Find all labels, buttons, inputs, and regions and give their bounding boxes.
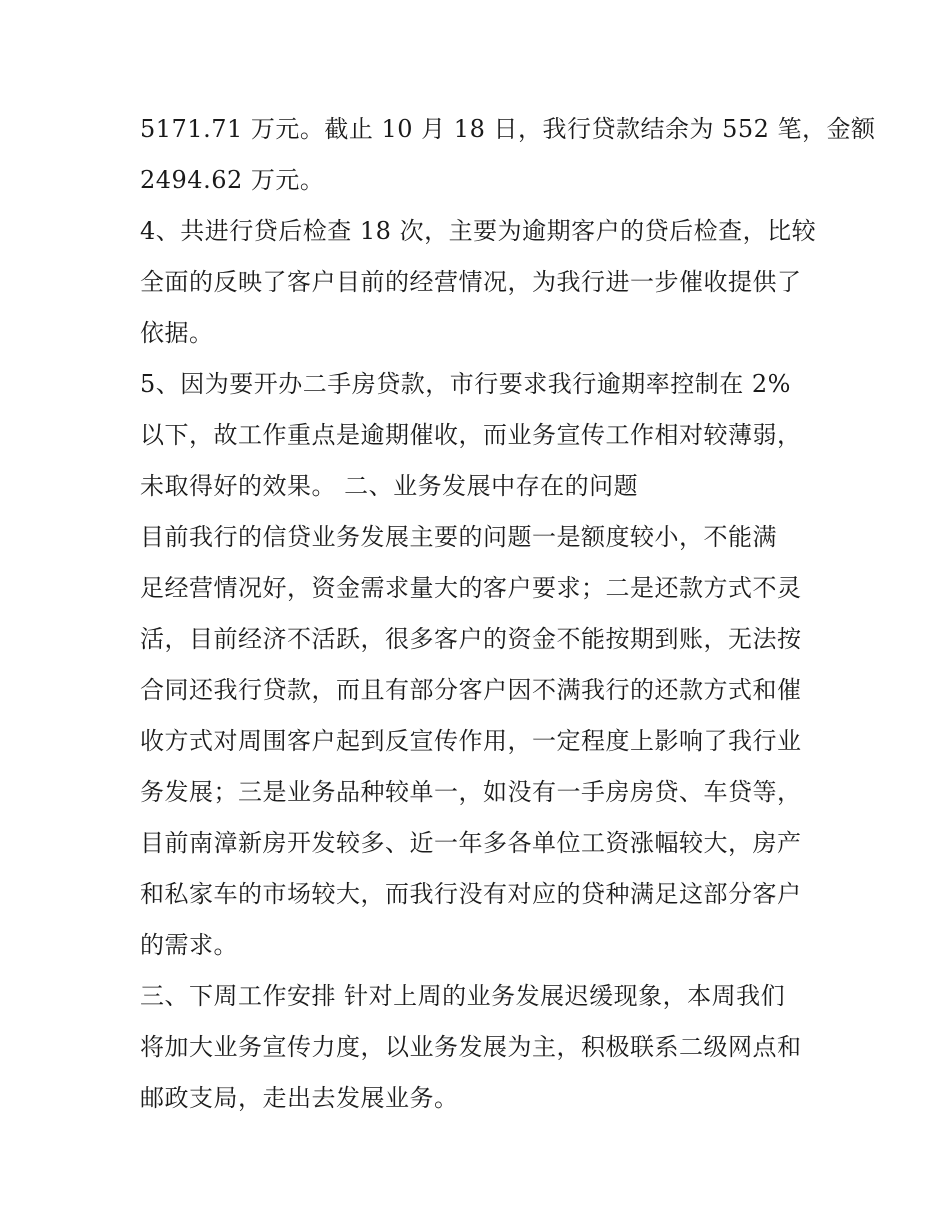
text-line: 2494.62 万元。 <box>140 166 325 194</box>
text-line: 将加大业务宣传力度，以业务发展为主，积极联系二级网点和 <box>140 1033 802 1061</box>
text-line: 4、共进行贷后检查 18 次，主要为逾期客户的贷后检查，比较 <box>140 217 817 245</box>
text-line: 和私家车的市场较大，而我行没有对应的贷种满足这部分客户 <box>140 880 802 908</box>
text-line: 依据。 <box>140 319 214 347</box>
text-line: 合同还我行贷款，而且有部分客户因不满我行的还款方式和催 <box>140 676 802 704</box>
text-line: 以下，故工作重点是逾期催收，而业务宣传工作相对较薄弱， <box>140 421 802 449</box>
text-line: 足经营情况好，资金需求量大的客户要求；二是还款方式不灵 <box>140 574 802 602</box>
text-line: 邮政支局，走出去发展业务。 <box>140 1084 459 1112</box>
text-line: 全面的反映了客户目前的经营情况，为我行进一步催收提供了 <box>140 268 802 296</box>
text-line: 5、因为要开办二手房贷款，市行要求我行逾期率控制在 2% <box>140 370 791 398</box>
text-line: 三、下周工作安排 针对上周的业务发展迟缓现象，本周我们 <box>140 982 786 1010</box>
text-line: 活，目前经济不活跃，很多客户的资金不能按期到账，无法按 <box>140 625 802 653</box>
text-line: 目前我行的信贷业务发展主要的问题一是额度较小，不能满 <box>140 523 777 551</box>
text-line: 收方式对周围客户起到反宣传作用，一定程度上影响了我行业 <box>140 727 802 755</box>
text-line: 5171.71 万元。截止 10 月 18 日，我行贷款结余为 552 笔，金额 <box>140 115 876 143</box>
text-line: 目前南漳新房开发较多、近一年多各单位工资涨幅较大，房产 <box>140 829 802 857</box>
text-line: 未取得好的效果。 二、业务发展中存在的问题 <box>140 472 639 500</box>
text-line: 的需求。 <box>140 931 238 959</box>
text-line: 务发展；三是业务品种较单一，如没有一手房房贷、车贷等， <box>140 778 802 806</box>
